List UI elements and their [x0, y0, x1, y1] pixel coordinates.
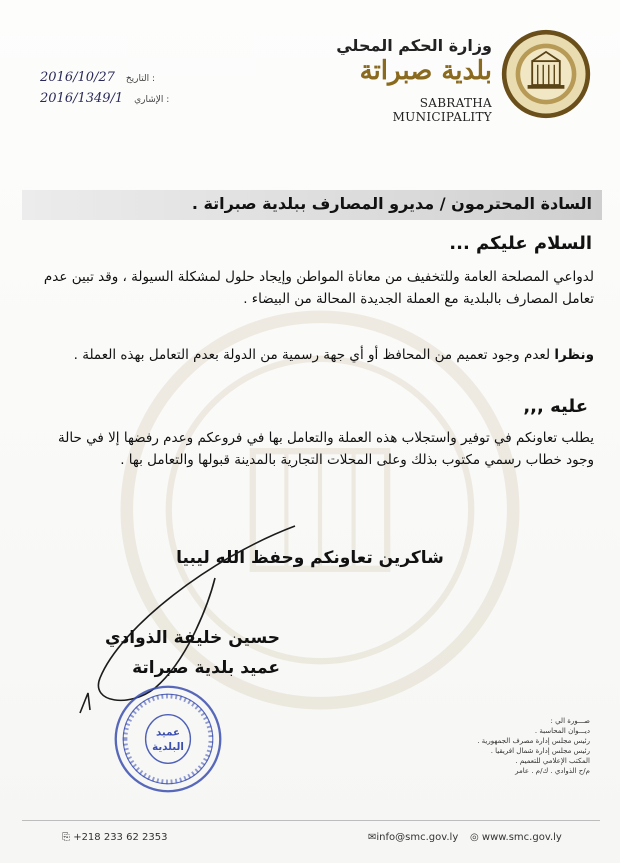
paragraph-2-text: لعدم وجود تعميم من المحافظ أو أي جهة رسمية من الدولة بعدم التعامل بهذه العملة . [73, 347, 555, 363]
cc-line: رئيس مجلس إدارة مصرف الجمهورية . [477, 737, 590, 745]
footer-divider [22, 820, 600, 821]
footer-phone-number: +218 233 62 2353 [73, 832, 168, 843]
cc-line: م/ح الذوادي . ك/م . عامر [515, 767, 590, 775]
municipality-name-en: SABRATHA MUNICIPALITY [392, 96, 492, 124]
municipality-emblem-icon [500, 28, 592, 120]
mail-icon: ✉ [368, 832, 377, 843]
ref-label: الإشاري : [134, 95, 170, 105]
signer-name: حسين خليفة الذوادي [104, 628, 280, 648]
closing-line: شاكرين تعاونكم وحفظ الله ليبيا [176, 548, 444, 568]
signer-title: عميد بلدية صبراتة [132, 658, 280, 678]
date-value: 2016/10/27 [40, 70, 115, 85]
paragraph-1: لدواعي المصلحة العامة وللتخفيف من معاناة المواطن وإيجاد حلول لمشكلة السيولة ، وقد تبين عدم تعامل المصارف بالبلدية مع العملة الجديدة المحالة من البيضاء . [43, 269, 594, 307]
stamp-center-line1: عميد [156, 726, 180, 739]
footer-email[interactable] [368, 832, 458, 843]
therefore-heading: عليه ,,, [523, 396, 588, 417]
cc-list [400, 716, 590, 776]
official-stamp-icon [112, 683, 224, 795]
greeting: السلام عليكم ... [449, 233, 592, 254]
footer-email-address: info@smc.gov.ly [376, 832, 459, 843]
stamp-center-line2: البلدية [152, 741, 184, 754]
ref-value: 2016/1349/1 [40, 91, 124, 106]
paragraph-3: يطلب تعاونكم في توفير واستجلاب هذه العملة والتعامل بها في فروعكم وعدم رفضها إلا في حالة وجود خطاب رسمي مكتوب بذلك وعلى المحلات التجارية بالمدينة قبولها والتعامل بها . [58, 430, 594, 468]
cc-line: ديـــوان المحاسبة . [534, 727, 590, 735]
date-row [40, 70, 200, 85]
ministry-name: وزارة الحكم المحلي [336, 36, 492, 55]
globe-icon: ◎ [470, 832, 479, 843]
footer-phone [62, 832, 167, 843]
ref-row [40, 91, 200, 106]
paragraph-2 [28, 344, 594, 366]
footer-website-url: www.smc.gov.ly [481, 832, 562, 843]
municipality-name-ar: بلدية صبراتة [359, 56, 492, 86]
subject-line: السادة المحترمون / مديرو المصارف ببلدية صبراتة . [191, 194, 592, 213]
cc-line: المكتب الإعلامي للتعميم . [515, 757, 590, 765]
paragraph-2-lead: ونظرا [554, 347, 594, 363]
cc-line: رئيس مجلس إدارة شمال افريقيا . [490, 747, 590, 755]
fax-icon: ⎘ [62, 832, 70, 843]
footer-website[interactable] [470, 832, 562, 843]
cc-line: صـــورة الي : [550, 717, 590, 725]
date-label: التاريخ : [125, 74, 156, 84]
